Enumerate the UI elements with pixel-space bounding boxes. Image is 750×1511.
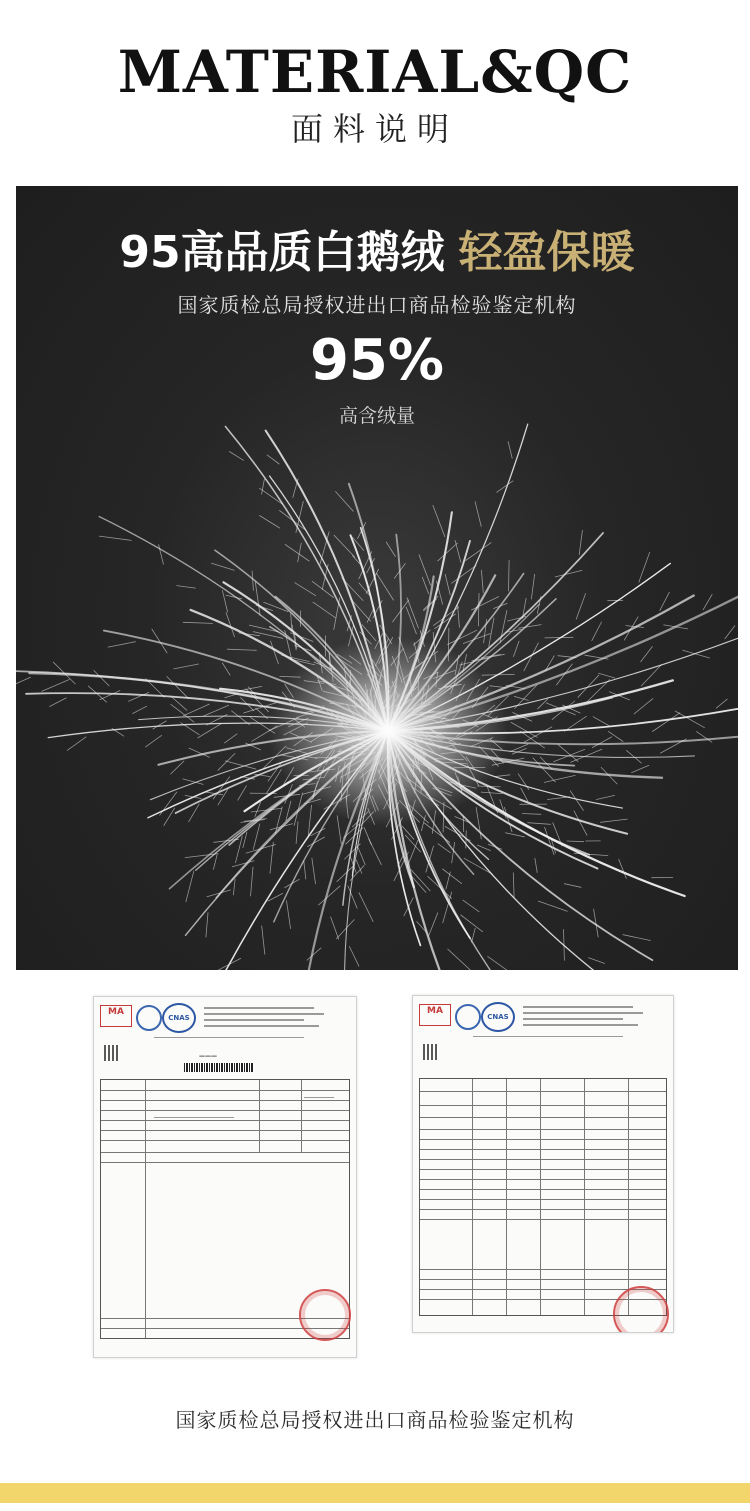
test-report-image-2 [412,995,674,1333]
bottom-accent-bar [0,1483,750,1503]
inspection-stamp [613,1286,669,1333]
page-subtitle: 面料说明 [290,110,459,148]
inspection-stamp [299,1289,351,1341]
ma-logo: MA [419,1004,451,1026]
ma-logo: MA [100,1005,132,1027]
ilac-logo [455,1004,481,1030]
test-report-image-1: MA CNAS ——— [93,996,357,1358]
hero-headline-white: 95高品质白鹅绒 [119,227,445,278]
hero-headline [16,216,738,280]
hero-organization: 国家质检总局授权进出口商品检验鉴定机构 [177,293,577,317]
report-caption: 国家质检总局授权进出口商品检验鉴定机构 [175,1408,575,1432]
down-percentage-label: 高含绒量 [338,405,415,427]
ilac-logo [136,1005,162,1031]
hero-banner [16,186,738,970]
cnas-logo: CNAS [162,1003,196,1033]
page-title: MATERIAL&QC [117,38,633,106]
cnas-logo: CNAS [481,1002,515,1032]
hero-headline-gold: 轻盈保暖 [458,227,635,278]
down-percentage: 95% [309,328,445,393]
